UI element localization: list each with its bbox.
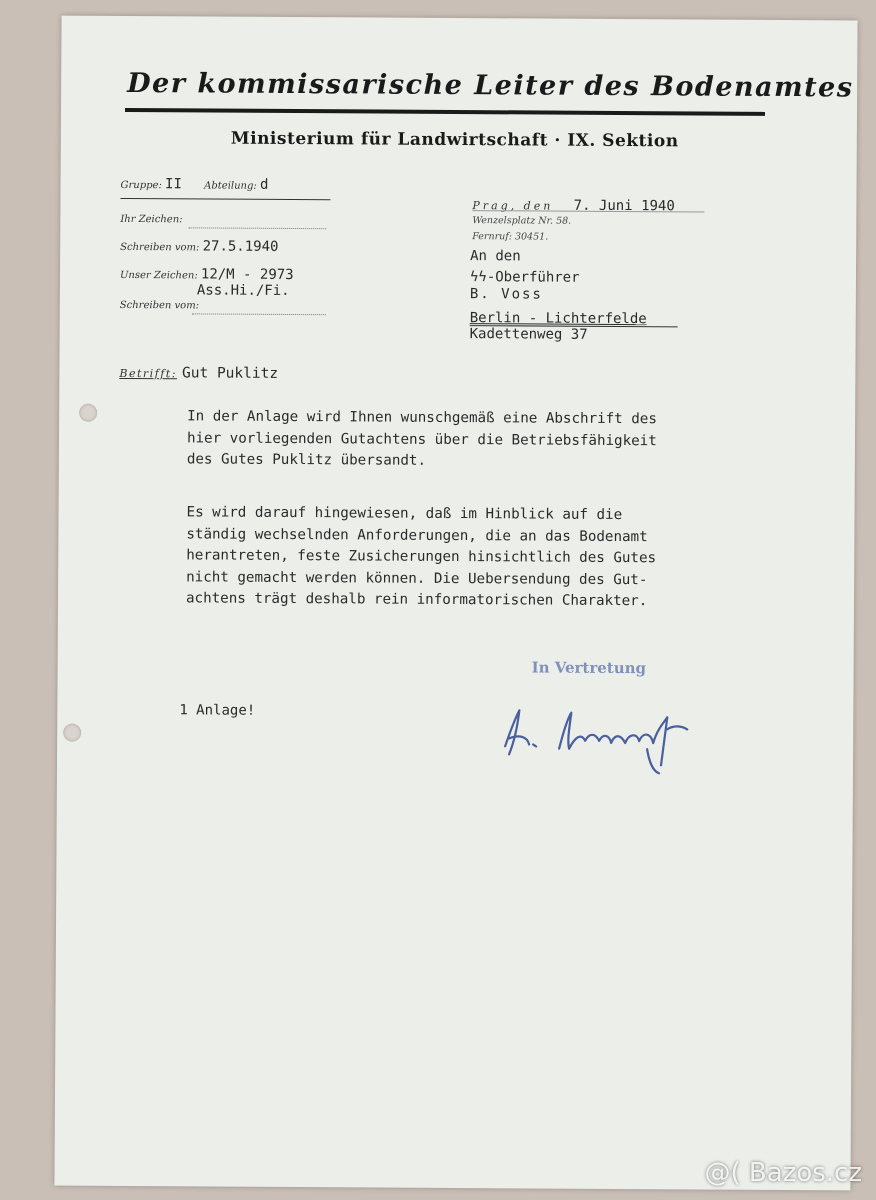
recipient-line-5: Kadettenweg 37 bbox=[469, 326, 588, 343]
punch-hole-top bbox=[79, 404, 97, 422]
dateline-place: Prag, den bbox=[472, 199, 554, 213]
enclosure-note: 1 Anlage! bbox=[179, 702, 256, 719]
schreiben-vom-row bbox=[120, 238, 278, 255]
letterhead-rule bbox=[125, 108, 765, 116]
abteilung-value: d bbox=[259, 176, 269, 193]
dateline-date: 7. Juni 1940 bbox=[573, 197, 675, 215]
gruppe-rule bbox=[120, 198, 330, 200]
subject-value: Gut Puklitz bbox=[182, 365, 279, 382]
unser-zeichen-value-2: Ass.Hi./Fi. bbox=[196, 282, 290, 299]
signature bbox=[497, 688, 728, 783]
recipient-line-4: Berlin - Lichterfelde bbox=[469, 310, 647, 328]
unser-zeichen-value: 12/M - 2973 bbox=[200, 266, 294, 284]
recipient-line-3: B. Voss bbox=[469, 286, 543, 303]
bazos-watermark: @( Bazos.cz bbox=[704, 1158, 862, 1188]
unser-zeichen-label: Unser Zeichen: bbox=[119, 269, 198, 282]
body-paragraph-2: Es wird darauf hingewiesen, daß im Hinblick auf die ständig wechselnden Anforderungen, die an das Bodenamt herantreten, feste Zusicherungen hinsichtlich des Gutes nicht gemacht werden können. Die Uebersendung des Gut- achtens trägt deshalb rein informatorischen Charakter. bbox=[185, 504, 657, 610]
letterhead-title: Der kommissarische Leiter des Bodenamtes bbox=[127, 67, 854, 104]
subject-line bbox=[119, 362, 278, 382]
gruppe-label: Gruppe: bbox=[120, 179, 162, 192]
ihr-zeichen-label: Ihr Zeichen: bbox=[120, 213, 183, 226]
schreiben-vom-2-line bbox=[192, 313, 326, 315]
ihr-zeichen-row bbox=[120, 214, 182, 225]
body-paragraph-1: In der Anlage wird Ihnen wunschgemäß eine Abschrift des hier vorliegenden Gutachtens über die Betriebsfähigkeit des Gutes Puklitz übersandt. bbox=[186, 408, 657, 469]
ihr-zeichen-line bbox=[188, 227, 326, 229]
letter-paper bbox=[54, 16, 857, 1191]
unser-zeichen-row bbox=[120, 266, 294, 283]
schreiben-vom-2-label: Schreiben vom: bbox=[119, 299, 200, 312]
recipient-line-1: An den bbox=[470, 248, 521, 265]
abteilung-label: Abteilung: bbox=[204, 180, 257, 192]
schreiben-vom-2-row bbox=[120, 300, 199, 311]
in-vertretung-stamp: In Vertretung bbox=[531, 658, 647, 678]
gruppe-value: II bbox=[165, 176, 182, 193]
recipient-line-2: ϟϟ-Oberführer bbox=[469, 269, 580, 286]
schreiben-vom-value: 27.5.1940 bbox=[202, 238, 279, 255]
schreiben-vom-label: Schreiben vom: bbox=[120, 241, 200, 254]
gruppe-row bbox=[121, 176, 269, 193]
dateline-phone: Fernruf: 30451. bbox=[472, 231, 549, 243]
subject-label: Betrifft: bbox=[119, 366, 177, 381]
punch-hole-bottom bbox=[63, 724, 81, 742]
dateline-address: Wenzelsplatz Nr. 58. bbox=[472, 215, 572, 227]
letterhead-subtitle: Ministerium für Landwirtschaft · IX. Sektion bbox=[230, 128, 679, 152]
